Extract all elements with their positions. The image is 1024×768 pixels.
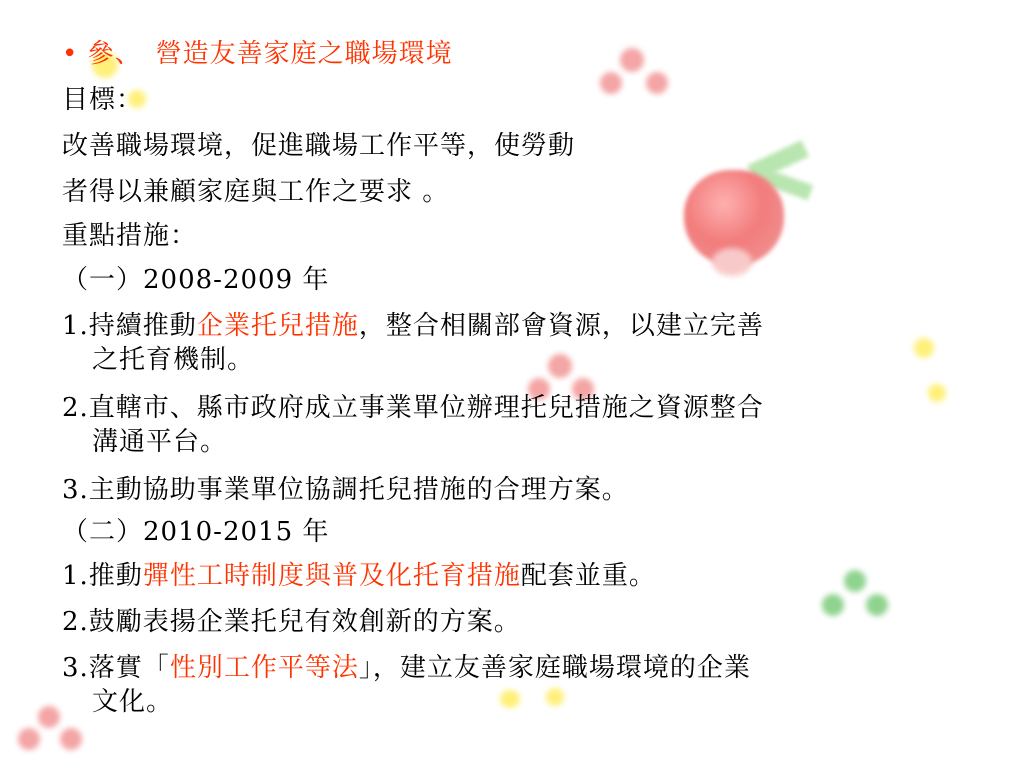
phase-1-item-1-cont: 之托育機制。 xyxy=(92,345,255,375)
phase-2-item-3 xyxy=(62,652,751,684)
item-text: ，整合相關部會資源，以建立完善 xyxy=(358,311,764,341)
highlight-text: 性別工作平等法 xyxy=(169,653,359,683)
slide-title xyxy=(62,38,453,70)
item-text: 1.推動 xyxy=(62,561,143,591)
phase-1-heading: （一）2008-2009 年 xyxy=(62,265,330,295)
item-text: 」，建立友善家庭職場環境的企業 xyxy=(358,653,751,683)
phase-1-item-1 xyxy=(62,310,764,342)
goal-label: 目標： xyxy=(62,85,144,115)
phase-2-item-1 xyxy=(62,560,656,592)
phase-2-item-3-cont: 文化。 xyxy=(92,687,174,717)
title-text: 參、 營造友善家庭之職場環境 xyxy=(87,39,453,69)
phase-1-item-2-cont: 溝通平台。 xyxy=(92,427,228,457)
goal-line-2: 者得以兼顧家庭與工作之要求 。 xyxy=(62,177,450,207)
phase-1-item-3: 3.主動協助事業單位協調托兒措施的合理方案。 xyxy=(62,475,629,505)
item-text: 3.落實「 xyxy=(62,653,170,683)
phase-2-item-2: 2.鼓勵表揚企業托兒有效創新的方案。 xyxy=(62,607,521,637)
item-text: 配套並重。 xyxy=(520,561,656,591)
title-bullet: • xyxy=(62,39,79,69)
highlight-text: 企業托兒措施 xyxy=(196,311,359,341)
item-text: 1.持續推動 xyxy=(62,311,197,341)
measures-label: 重點措施： xyxy=(62,221,198,251)
goal-line-1: 改善職場環境，促進職場工作平等，使勞動 xyxy=(62,131,576,161)
highlight-text: 彈性工時制度與普及化托育措施 xyxy=(142,561,521,591)
phase-1-item-2: 2.直轄市、縣市政府成立事業單位辦理托兒措施之資源整合 xyxy=(62,393,764,423)
phase-2-heading: （二）2010-2015 年 xyxy=(62,517,330,547)
